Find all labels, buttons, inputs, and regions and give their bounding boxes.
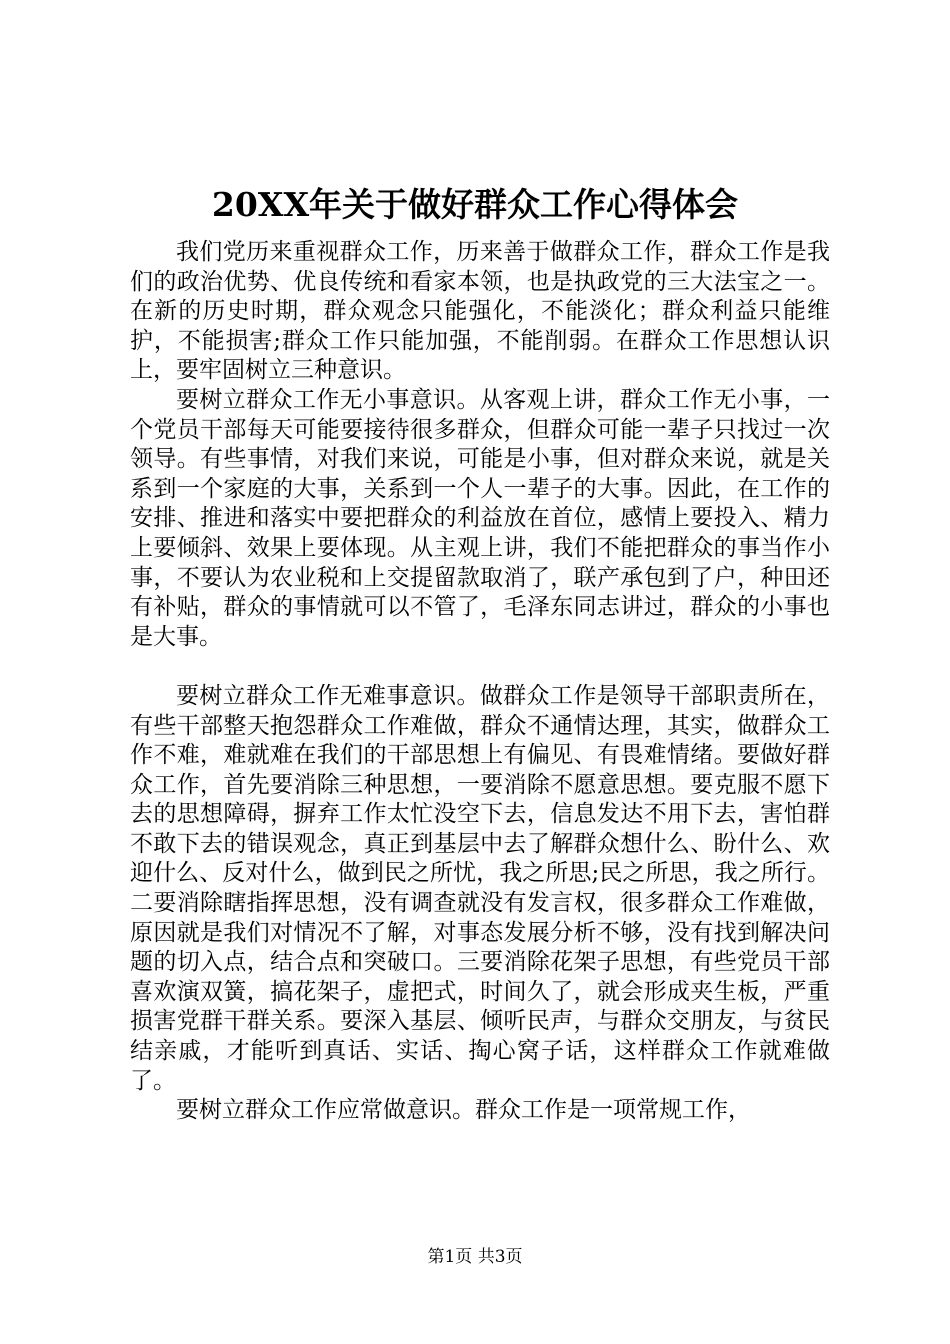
page-footer: 第1页 共3页 — [427, 1247, 523, 1267]
paragraph-no-hard-matters: 要树立群众工作无难事意识。做群众工作是领导干部职责所在，有些干部整天抱怨群众工作难做，群众不通情达理，其实，做群众工作不难，难就难在我们的干部思想上有偏见、有畏难情绪。要做好群众工作，首先要消除三种思想，一要消除不愿意思想。要克服不愿下去的思想障碍，摒弃工作太忙没空下去，信息发达不用下去，害怕群不敢下去的错误观念，真正到基层中去了解群众想什么、盼什么、欢迎什么、反对什么，做到民之所忧，我之所思;民之所思，我之所行。二要消除瞎指挥思想，没有调查就没有发言权，很多群众工作难做，原因就是我们对情况不了解，对事态发展分析不够，没有找到解决问题的切入点，结合点和突破口。三要消除花架子思想，有些党员干部喜欢演双簧，搞花架子，虚把式，时间久了，就会形成夹生板，严重损害党群干群关系。要深入基层、倾听民声，与群众交朋友，与贫民结亲戚，才能听到真话、实话、掏心窝子话，这样群众工作就难做了。 — [130, 682, 830, 1094]
paragraph-no-small-matters: 要树立群众工作无小事意识。从客观上讲，群众工作无小事，一个党员干部每天可能要接待很多群众，但群众可能一辈子只找过一次领导。有些事情，对我们来说，可能是小事，但对群众来说，就是关系到一个家庭的大事，关系到一个人一辈子的大事。因此，在工作的安排、推进和落实中要把群众的利益放在首位，感情上要投入、精力上要倾斜、效果上要体现。从主观上讲，我们不能把群众的事当作小事，不要认为农业税和上交提留款取消了，联产承包到了户，种田还有补贴，群众的事情就可以不管了，毛泽东同志讲过，群众的小事也是大事。 — [130, 386, 830, 650]
document-title: 20XX年关于做好群众工作心得体会 — [211, 185, 739, 224]
document-body — [130, 238, 830, 1126]
paragraph-intro: 我们党历来重视群众工作，历来善于做群众工作，群众工作是我们的政治优势、优良传统和看家本领，也是执政党的三大法宝之一。在新的历史时期，群众观念只能强化，不能淡化；群众利益只能维护，不能损害;群众工作只能加强，不能削弱。在群众工作思想认识上，要牢固树立三种意识。 — [130, 239, 830, 384]
paragraph-regular-work: 要树立群众工作应常做意识。群众工作是一项常规工作， — [176, 1097, 751, 1124]
